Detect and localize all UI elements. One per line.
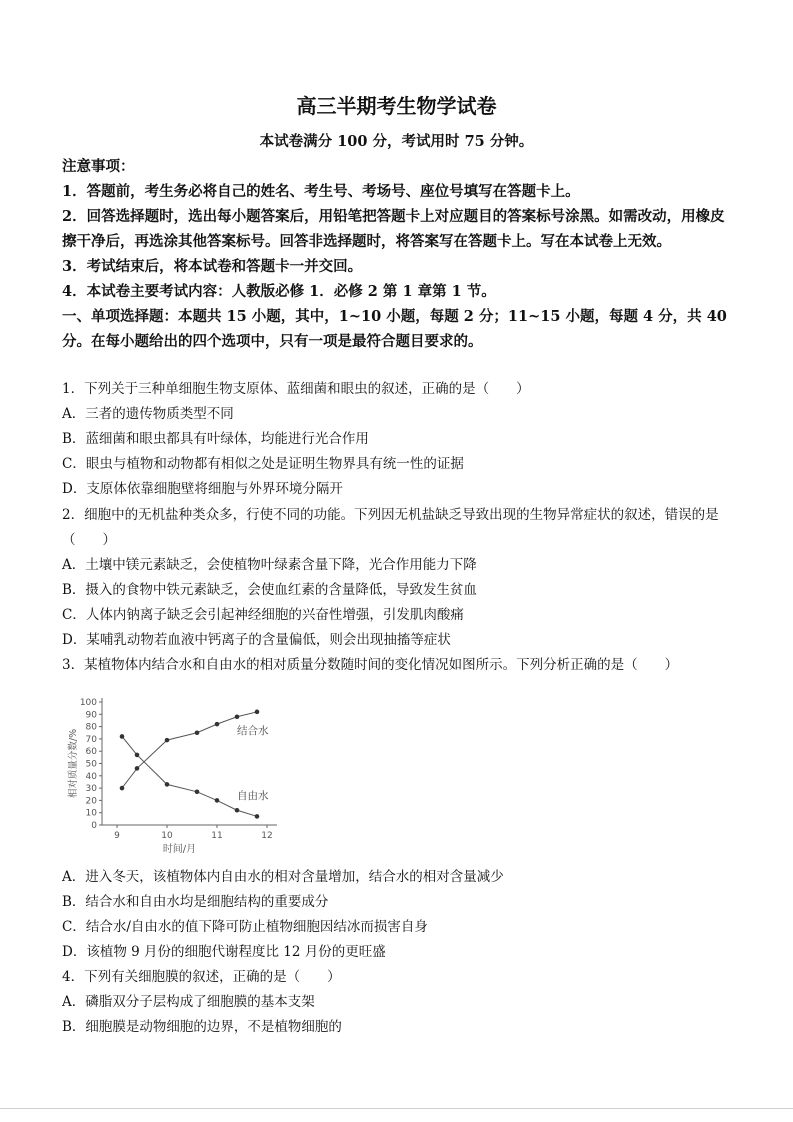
- question-3-options: [62, 865, 734, 965]
- notice-section: [62, 154, 734, 354]
- y-tick-label: 90: [85, 710, 97, 721]
- data-point: [120, 786, 125, 791]
- y-tick-label: 30: [85, 784, 97, 795]
- option-a: A．磷脂双分子层构成了细胞膜的基本支架: [62, 994, 315, 1010]
- page-bottom-rule: [0, 1108, 793, 1109]
- notice-item: 1．答题前，考生务必将自己的姓名、考生号、考场号、座位号填写在答题卡上。: [62, 183, 580, 200]
- option-d: D．某哺乳动物若血液中钙离子的含量偏低，则会出现抽搐等症状: [62, 632, 451, 648]
- x-tick-label: 12: [261, 831, 273, 841]
- option-c: C．眼虫与植物和动物都有相似之处是证明生物界具有统一性的证据: [62, 456, 464, 472]
- question-stem: 2．细胞中的无机盐种类众多，行使不同的功能。下列因无机盐缺乏导致出现的生物异常症状的叙述，错误的是（ ）: [62, 507, 719, 548]
- y-tick-label: 100: [79, 698, 97, 708]
- x-tick-label: 10: [161, 831, 173, 841]
- y-tick-label: 0: [91, 821, 97, 831]
- exam-title: 高三半期考生物学试卷: [296, 94, 497, 118]
- data-point: [255, 814, 260, 819]
- option-c: C．人体内钠离子缺乏会引起神经细胞的兴奋性增强，引发肌肉酸痛: [62, 607, 464, 623]
- data-point: [235, 714, 240, 719]
- chart-ticks: [80, 698, 273, 841]
- x-tick-label: 9: [114, 831, 120, 841]
- data-point: [215, 798, 220, 803]
- series-line-free-water: [122, 736, 257, 816]
- y-tick-label: 50: [85, 759, 97, 770]
- chart-axes: [102, 698, 277, 825]
- y-tick-label: 80: [85, 722, 97, 733]
- option-b: B．细胞膜是动物细胞的边界，不是植物细胞的: [62, 1019, 342, 1035]
- y-tick-label: 70: [85, 734, 97, 745]
- y-tick-label: 20: [85, 796, 97, 807]
- option-b: B．蓝细菌和眼虫都具有叶绿体，均能进行光合作用: [62, 431, 369, 447]
- data-point: [195, 789, 200, 794]
- question-3-stem-block: [62, 653, 734, 678]
- x-axis-label: 时间/月: [162, 844, 197, 855]
- y-tick-label: 10: [85, 808, 97, 819]
- question-stem: 3．某植物体内结合水和自由水的相对质量分数随时间的变化情况如图所示。下列分析正确的是（ ）: [62, 657, 679, 673]
- option-a: A．土壤中镁元素缺乏，会使植物叶绿素含量下降，光合作用能力下降: [62, 557, 477, 573]
- question-stem: 4．下列有关细胞膜的叙述，正确的是（ ）: [62, 969, 341, 985]
- question-4: [62, 965, 734, 1040]
- notice-heading: 注意事项：: [62, 158, 135, 175]
- data-point: [120, 734, 125, 739]
- option-a: A．进入冬天，该植物体内自由水的相对含量增加，结合水的相对含量减少: [62, 869, 504, 885]
- question-2: [62, 503, 734, 653]
- notice-item: 4．本试卷主要考试内容：人教版必修 1．必修 2 第 1 章第 1 节。: [62, 283, 496, 300]
- series-label-bound-water: 结合水: [237, 724, 269, 737]
- data-point: [255, 710, 260, 715]
- y-tick-label: 40: [85, 771, 97, 782]
- data-point: [135, 766, 140, 771]
- option-d: D．该植物 9 月份的细胞代谢程度比 12 月份的更旺盛: [62, 944, 386, 960]
- data-point: [165, 782, 170, 787]
- data-point: [135, 753, 140, 758]
- option-b: B．摄入的食物中铁元素缺乏，会使血红素的含量降低，导致发生贫血: [62, 582, 477, 598]
- water-content-chart: [62, 690, 292, 855]
- series-label-free-water: 自由水: [237, 790, 269, 803]
- option-a: A．三者的遗传物质类型不同: [62, 406, 234, 422]
- question-1: [62, 377, 734, 502]
- option-c: C．结合水/自由水的值下降可防止植物细胞因结冰而损害自身: [62, 919, 428, 935]
- x-tick-label: 11: [211, 831, 223, 841]
- option-b: B．结合水和自由水均是细胞结构的重要成分: [62, 894, 329, 910]
- notice-item: 2．回答选择题时，选出每小题答案后，用铅笔把答题卡上对应题目的答案标号涂黑。如需改动，用橡皮擦干净后，再选涂其他答案标号。回答非选择题时，将答案写在答题卡上。写在本试卷上无效。: [62, 208, 725, 250]
- y-tick-label: 60: [85, 747, 97, 758]
- notice-item: 3．考试结束后，将本试卷和答题卡一并交回。: [62, 258, 363, 275]
- question-stem: 1．下列关于三种单细胞生物支原体、蓝细菌和眼虫的叙述，正确的是（ ）: [62, 381, 530, 397]
- data-point: [165, 738, 170, 743]
- data-point: [195, 730, 200, 735]
- section-heading: 一、单项选择题：本题共 15 小题，其中，1~10 小题，每题 2 分；11~15 小题，每题 4 分，共 40 分。在每小题给出的四个选项中，只有一项是最符合题目要求的。: [62, 308, 727, 350]
- option-d: D．支原体依靠细胞壁将细胞与外界环境分隔开: [62, 481, 343, 497]
- data-point: [235, 808, 240, 813]
- series-line-bound-water: [122, 712, 257, 788]
- y-axis-label: 相对质量分数/%: [68, 728, 79, 799]
- data-point: [215, 722, 220, 727]
- exam-subtitle: 本试卷满分 100 分，考试用时 75 分钟。: [259, 133, 534, 150]
